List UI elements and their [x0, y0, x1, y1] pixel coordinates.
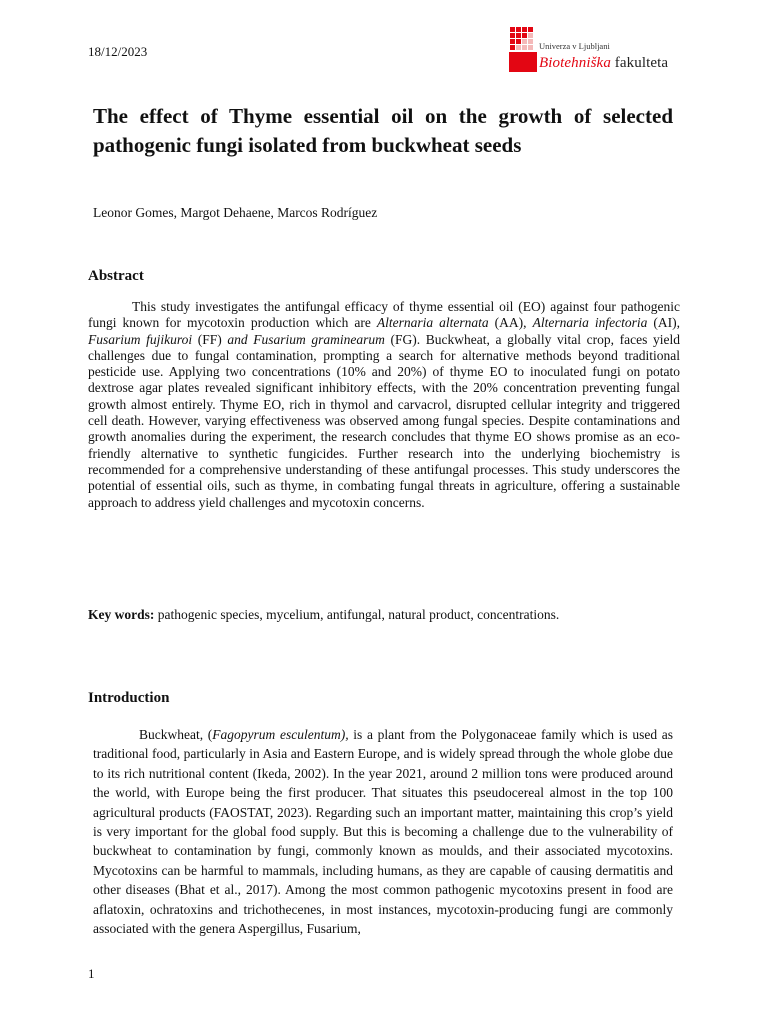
species-alternaria-infectoria: Alternaria infectoria: [532, 315, 648, 331]
abstract-text-1: This study investigates the antifungal efficacy of thyme essential oil (EO) against four pathogenic fungi known for mycotoxin production which are: [88, 299, 680, 331]
introduction-heading: Introduction: [88, 690, 170, 706]
paper-title: The effect of Thyme essential oil on the growth of selected pathogenic fungi isolated from buckwheat seeds: [93, 104, 673, 157]
faculty-name-red: Biotehniška: [539, 55, 611, 71]
faculty-logo-mark: [509, 26, 537, 72]
introduction-body: [93, 725, 673, 938]
keywords-text: pathogenic species, mycelium, antifungal, natural product, concentrations.: [154, 607, 560, 622]
species-fusarium-graminearum: and Fusarium graminearum: [227, 331, 385, 347]
species-fusarium-fujikuroi: Fusarium fujikuroi: [88, 331, 193, 347]
abstract-text-5: (FG). Buckwheat, a globally vital crop, faces yield challenges due to fungal contamination, prompting a search for alternative methods beyond traditional pesticide use. Applying two concentrations (10% and 20%) of thyme EO to inoculated fungi on potato dextrose agar plates revealed significant inhibitory effects, with the 20% concentration preventing fungal growth almost entirely. Thyme EO, rich in thymol and carvacrol, disrupted cellular integrity and triggered cell death. However, varying effectiveness was observed among fungal species. Despite contaminations and growth anomalies during the experiment, the research concludes that thyme EO shows promise as an eco-friendly alternative to synthetic fungicides. Further research into the underlying biochemistry is recommended for a comprehensive understanding of these antifungal processes. This study underscores the potential of essential oils, such as thyme, in combating fungal threats in agriculture, offering a sustainable approach to address yield challenges and mycotoxin concerns.: [88, 331, 680, 510]
university-name: Univerza v Ljubljani: [539, 41, 610, 51]
abstract-heading: Abstract: [88, 268, 144, 284]
species-fagopyrum-esculentum: Fagopyrum esculentum),: [212, 727, 349, 742]
authors: Leonor Gomes, Margot Dehaene, Marcos Rodríguez: [93, 205, 378, 220]
faculty-name: [539, 55, 668, 72]
keywords: [88, 607, 559, 623]
species-alternaria-alternata: Alternaria alternata: [376, 315, 489, 331]
abstract-text-2: (AA),: [488, 315, 533, 331]
keywords-label: Key words:: [88, 607, 155, 622]
document-date: 18/12/2023: [88, 44, 148, 59]
abstract-text-3: (AI),: [647, 315, 680, 331]
introduction-text-2: is a plant from the Polygonaceae family which is used as traditional food, particularly in Asia and Eastern Europe, and is widely spread through the whole globe due to its rich nutritional content (Ikeda, 2002). In the year 2021, around 2 million tons were produced around the world, with Europe being the first producer. That situates this pseudocereal almost in the top 100 agricultural products (FAOSTAT, 2023). Regarding such an important matter, maintaining this crop’s yield is very important for the global food supply. But this is becoming a challenge due to the vulnerability of buckwheat to contamination by fungi, commonly known as moulds, and their associated mycotoxins. Mycotoxins can be harmful to mammals, including humans, as they are capable of causing dermatitis and other diseases (Bhat et al., 2017). Among the most common pathogenic mycotoxins present in food are aflatoxin, ochratoxins and trichothecenes, in most instances, mycotoxin-producing fungi are commonly associated with the genera Aspergillus, Fusarium,: [93, 727, 674, 937]
abstract-body: [88, 299, 680, 511]
introduction-text-1: Buckwheat, (: [139, 727, 213, 742]
university-logo: [509, 26, 684, 74]
page-number: 1: [88, 966, 95, 981]
faculty-name-dark: fakulteta: [614, 55, 669, 71]
abstract-text-4: (FF): [192, 331, 228, 347]
